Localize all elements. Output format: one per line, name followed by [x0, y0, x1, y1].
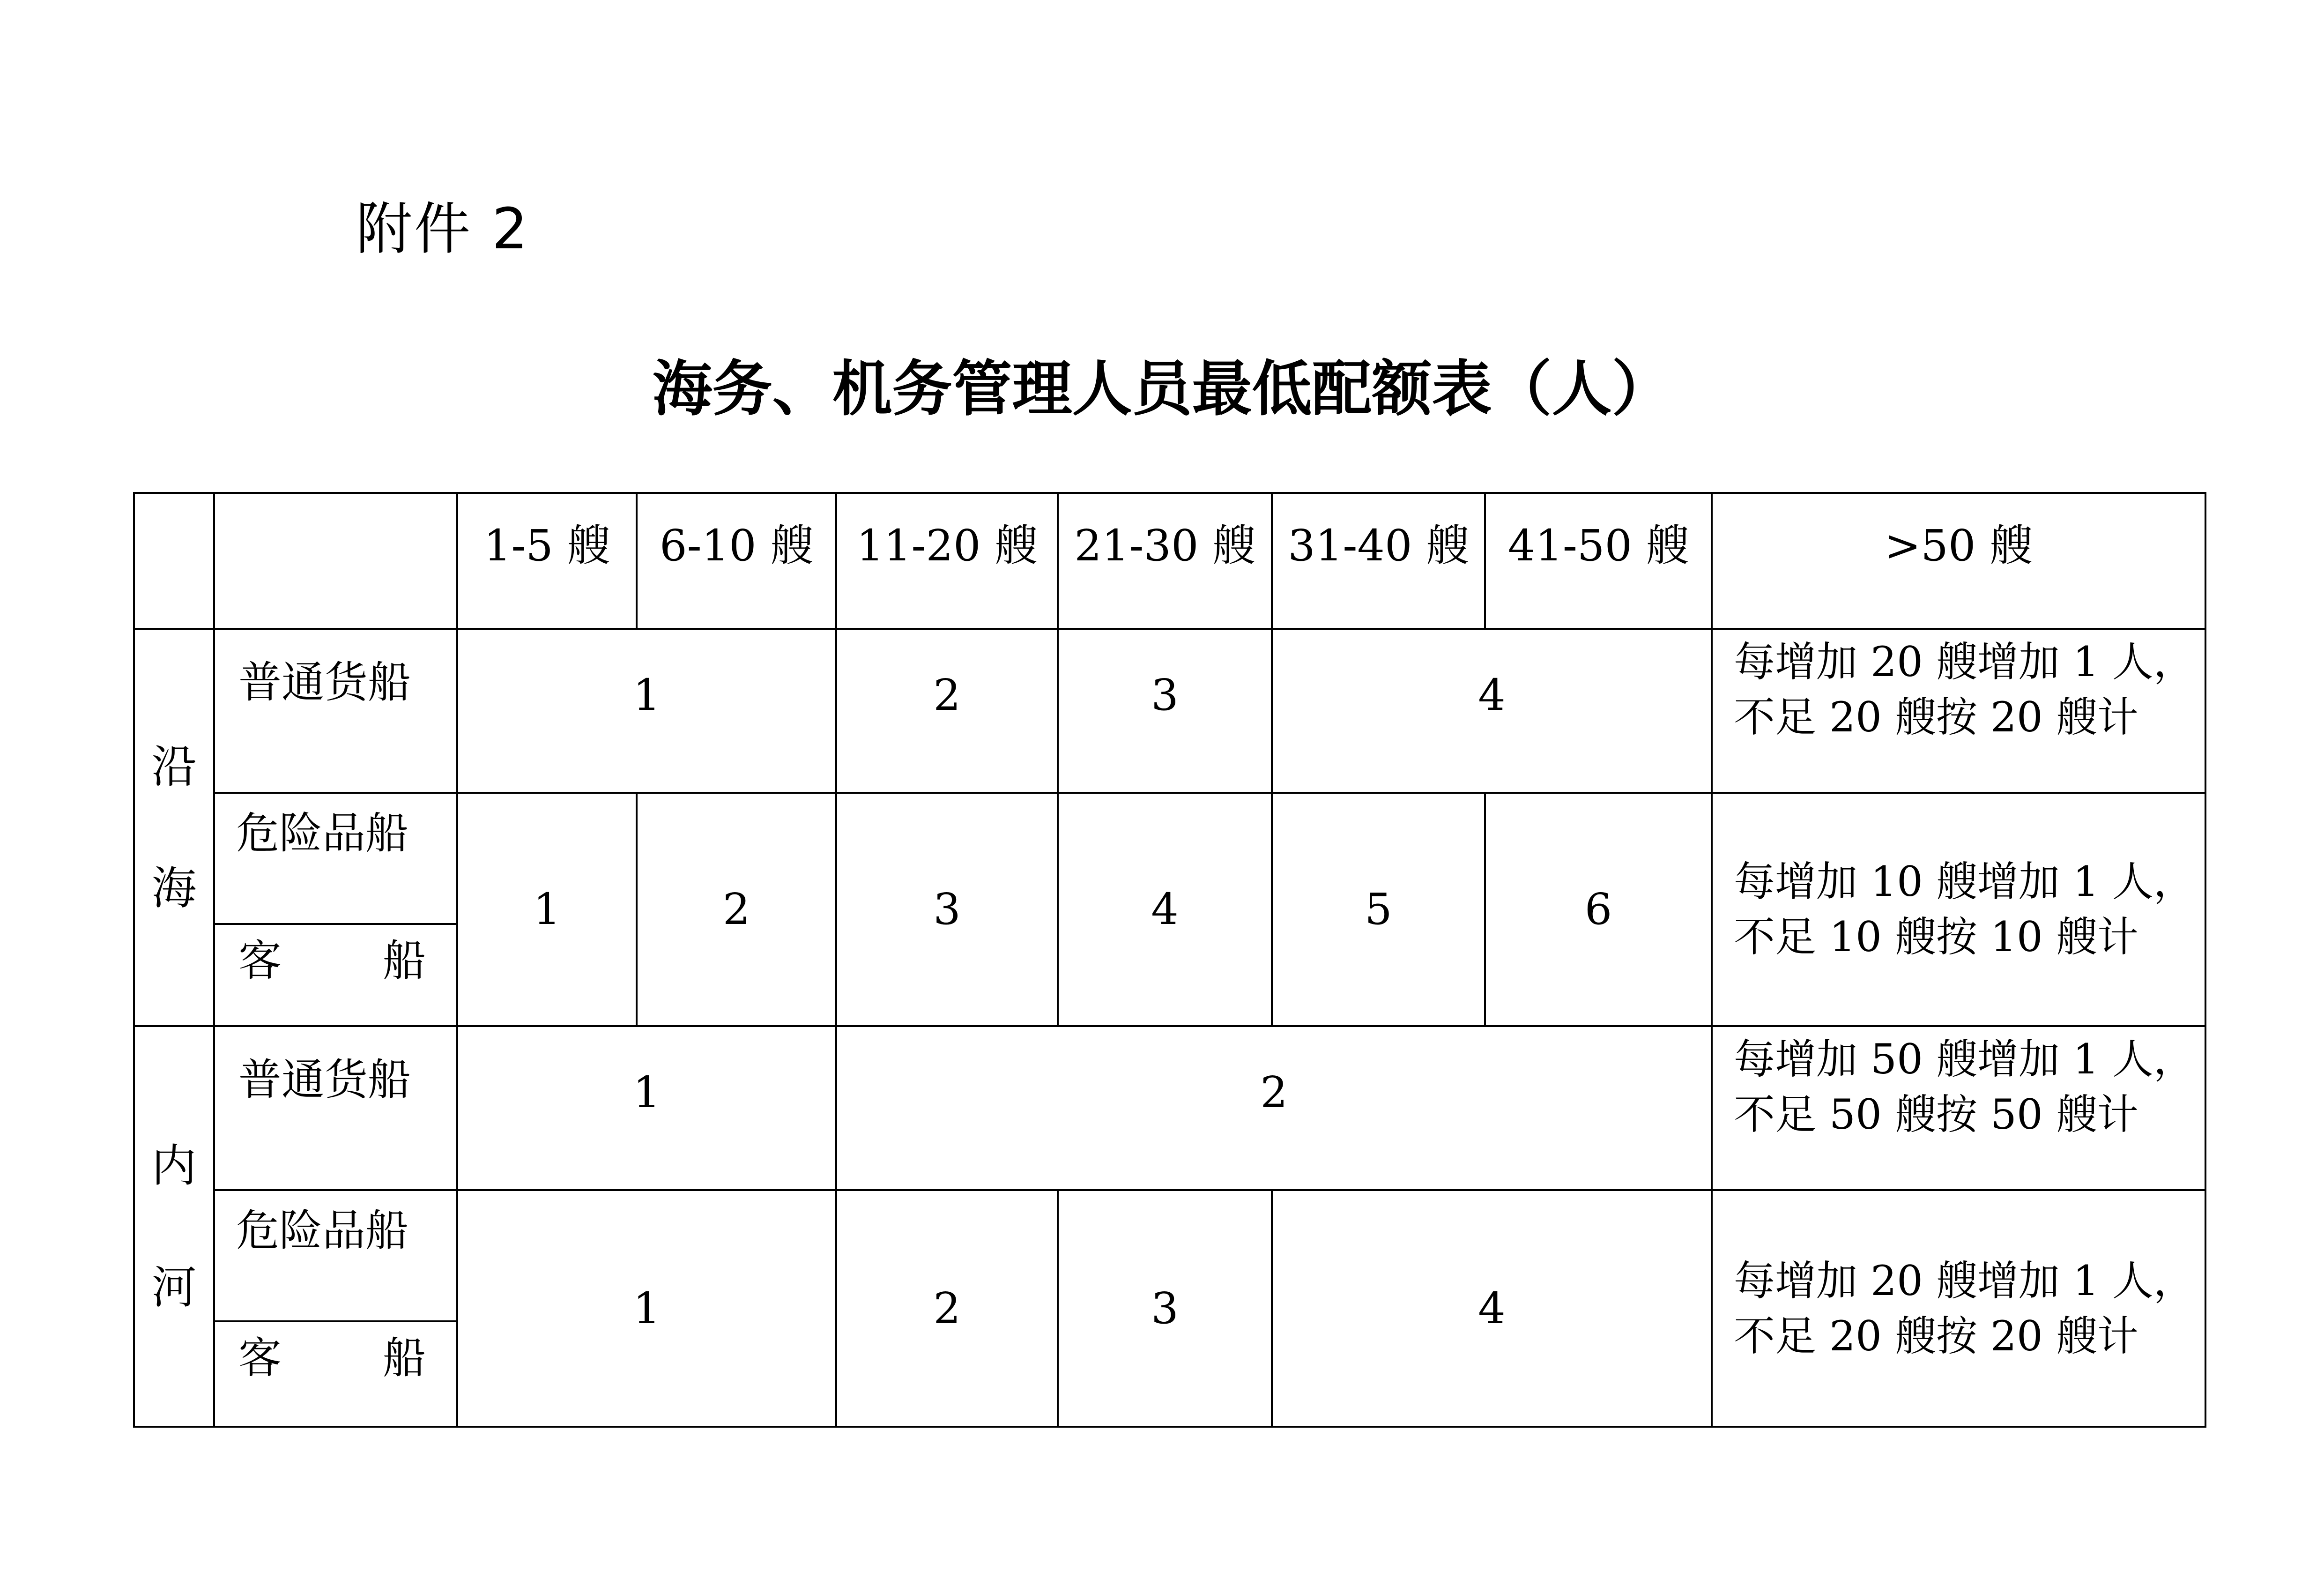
inland-general-note [1712, 1026, 2205, 1190]
coastal-dangerous-note [1712, 793, 2205, 1026]
coastal-passenger-name: 客船 [238, 936, 426, 986]
attachment-label: 附件 2 [356, 197, 530, 262]
coastal-general-note-line1: 每增加 20 艘增加 1 人， [1734, 638, 2195, 686]
coastal-dangerous-1-5: 1 [457, 793, 637, 1026]
quota-table-wrapper [133, 492, 2205, 1426]
region-coastal [134, 629, 214, 1026]
coastal-dangerous-note-line2: 不足 10 艘按 10 艘计 [1734, 913, 2138, 961]
coastal-dangerous-name: 危险品船 [214, 793, 457, 924]
inland-dangerous-11-20: 2 [836, 1190, 1058, 1427]
inland-dangerous-name: 危险品船 [214, 1190, 457, 1321]
inland-general-name: 普通货船 [214, 1026, 457, 1190]
coastal-general-21-30: 3 [1058, 629, 1272, 793]
coastal-dangerous-row [134, 793, 2205, 924]
coastal-dangerous-31-40: 5 [1272, 793, 1485, 1026]
quota-table [133, 492, 2206, 1428]
document-title: 海务、机务管理人员最低配额表（人） [652, 354, 1672, 424]
coastal-dangerous-6-10: 2 [637, 793, 836, 1026]
inland-general-note-line1: 每增加 50 艘增加 1 人， [1734, 1035, 2195, 1083]
inland-dangerous-31-50: 4 [1272, 1190, 1712, 1427]
coastal-general-row [134, 629, 2205, 793]
inland-passenger-name: 客船 [238, 1333, 426, 1383]
inland-dangerous-note [1712, 1190, 2205, 1427]
inland-general-1-10: 1 [457, 1026, 836, 1190]
coastal-general-11-20: 2 [836, 629, 1058, 793]
header-over-50: >50 艘 [1712, 493, 2205, 629]
inland-passenger-name-cell [214, 1321, 457, 1427]
header-41-50: 41-50 艘 [1485, 493, 1712, 629]
header-row [134, 493, 2205, 629]
coastal-passenger-name-cell [214, 924, 457, 1026]
header-31-40: 31-40 艘 [1272, 493, 1485, 629]
region-coastal-label: 沿海 [151, 740, 197, 915]
inland-dangerous-note-line1: 每增加 20 艘增加 1 人， [1734, 1256, 2195, 1305]
inland-general-row [134, 1026, 2205, 1190]
header-6-10: 6-10 艘 [637, 493, 836, 629]
inland-general-note-line2: 不足 50 艘按 50 艘计 [1734, 1090, 2138, 1139]
coastal-dangerous-21-30: 4 [1058, 793, 1272, 1026]
inland-dangerous-note-line2: 不足 20 艘按 20 艘计 [1734, 1311, 2138, 1360]
coastal-dangerous-note-line1: 每增加 10 艘增加 1 人， [1734, 857, 2195, 906]
header-empty-region [134, 493, 214, 629]
coastal-dangerous-41-50: 6 [1485, 793, 1712, 1026]
coastal-general-1-10: 1 [457, 629, 836, 793]
coastal-general-31-50: 4 [1272, 629, 1712, 793]
header-21-30: 21-30 艘 [1058, 493, 1272, 629]
inland-dangerous-row [134, 1190, 2205, 1321]
inland-dangerous-1-10: 1 [457, 1190, 836, 1427]
region-inland-label: 内河 [151, 1139, 197, 1314]
header-11-20: 11-20 艘 [836, 493, 1058, 629]
region-inland [134, 1026, 214, 1427]
coastal-general-note [1712, 629, 2205, 793]
inland-general-11-50: 2 [836, 1026, 1712, 1190]
header-1-5: 1-5 艘 [457, 493, 637, 629]
coastal-general-name: 普通货船 [214, 629, 457, 793]
coastal-dangerous-11-20: 3 [836, 793, 1058, 1026]
inland-dangerous-21-30: 3 [1058, 1190, 1272, 1427]
header-empty-type [214, 493, 457, 629]
coastal-general-note-line2: 不足 20 艘按 20 艘计 [1734, 693, 2138, 741]
